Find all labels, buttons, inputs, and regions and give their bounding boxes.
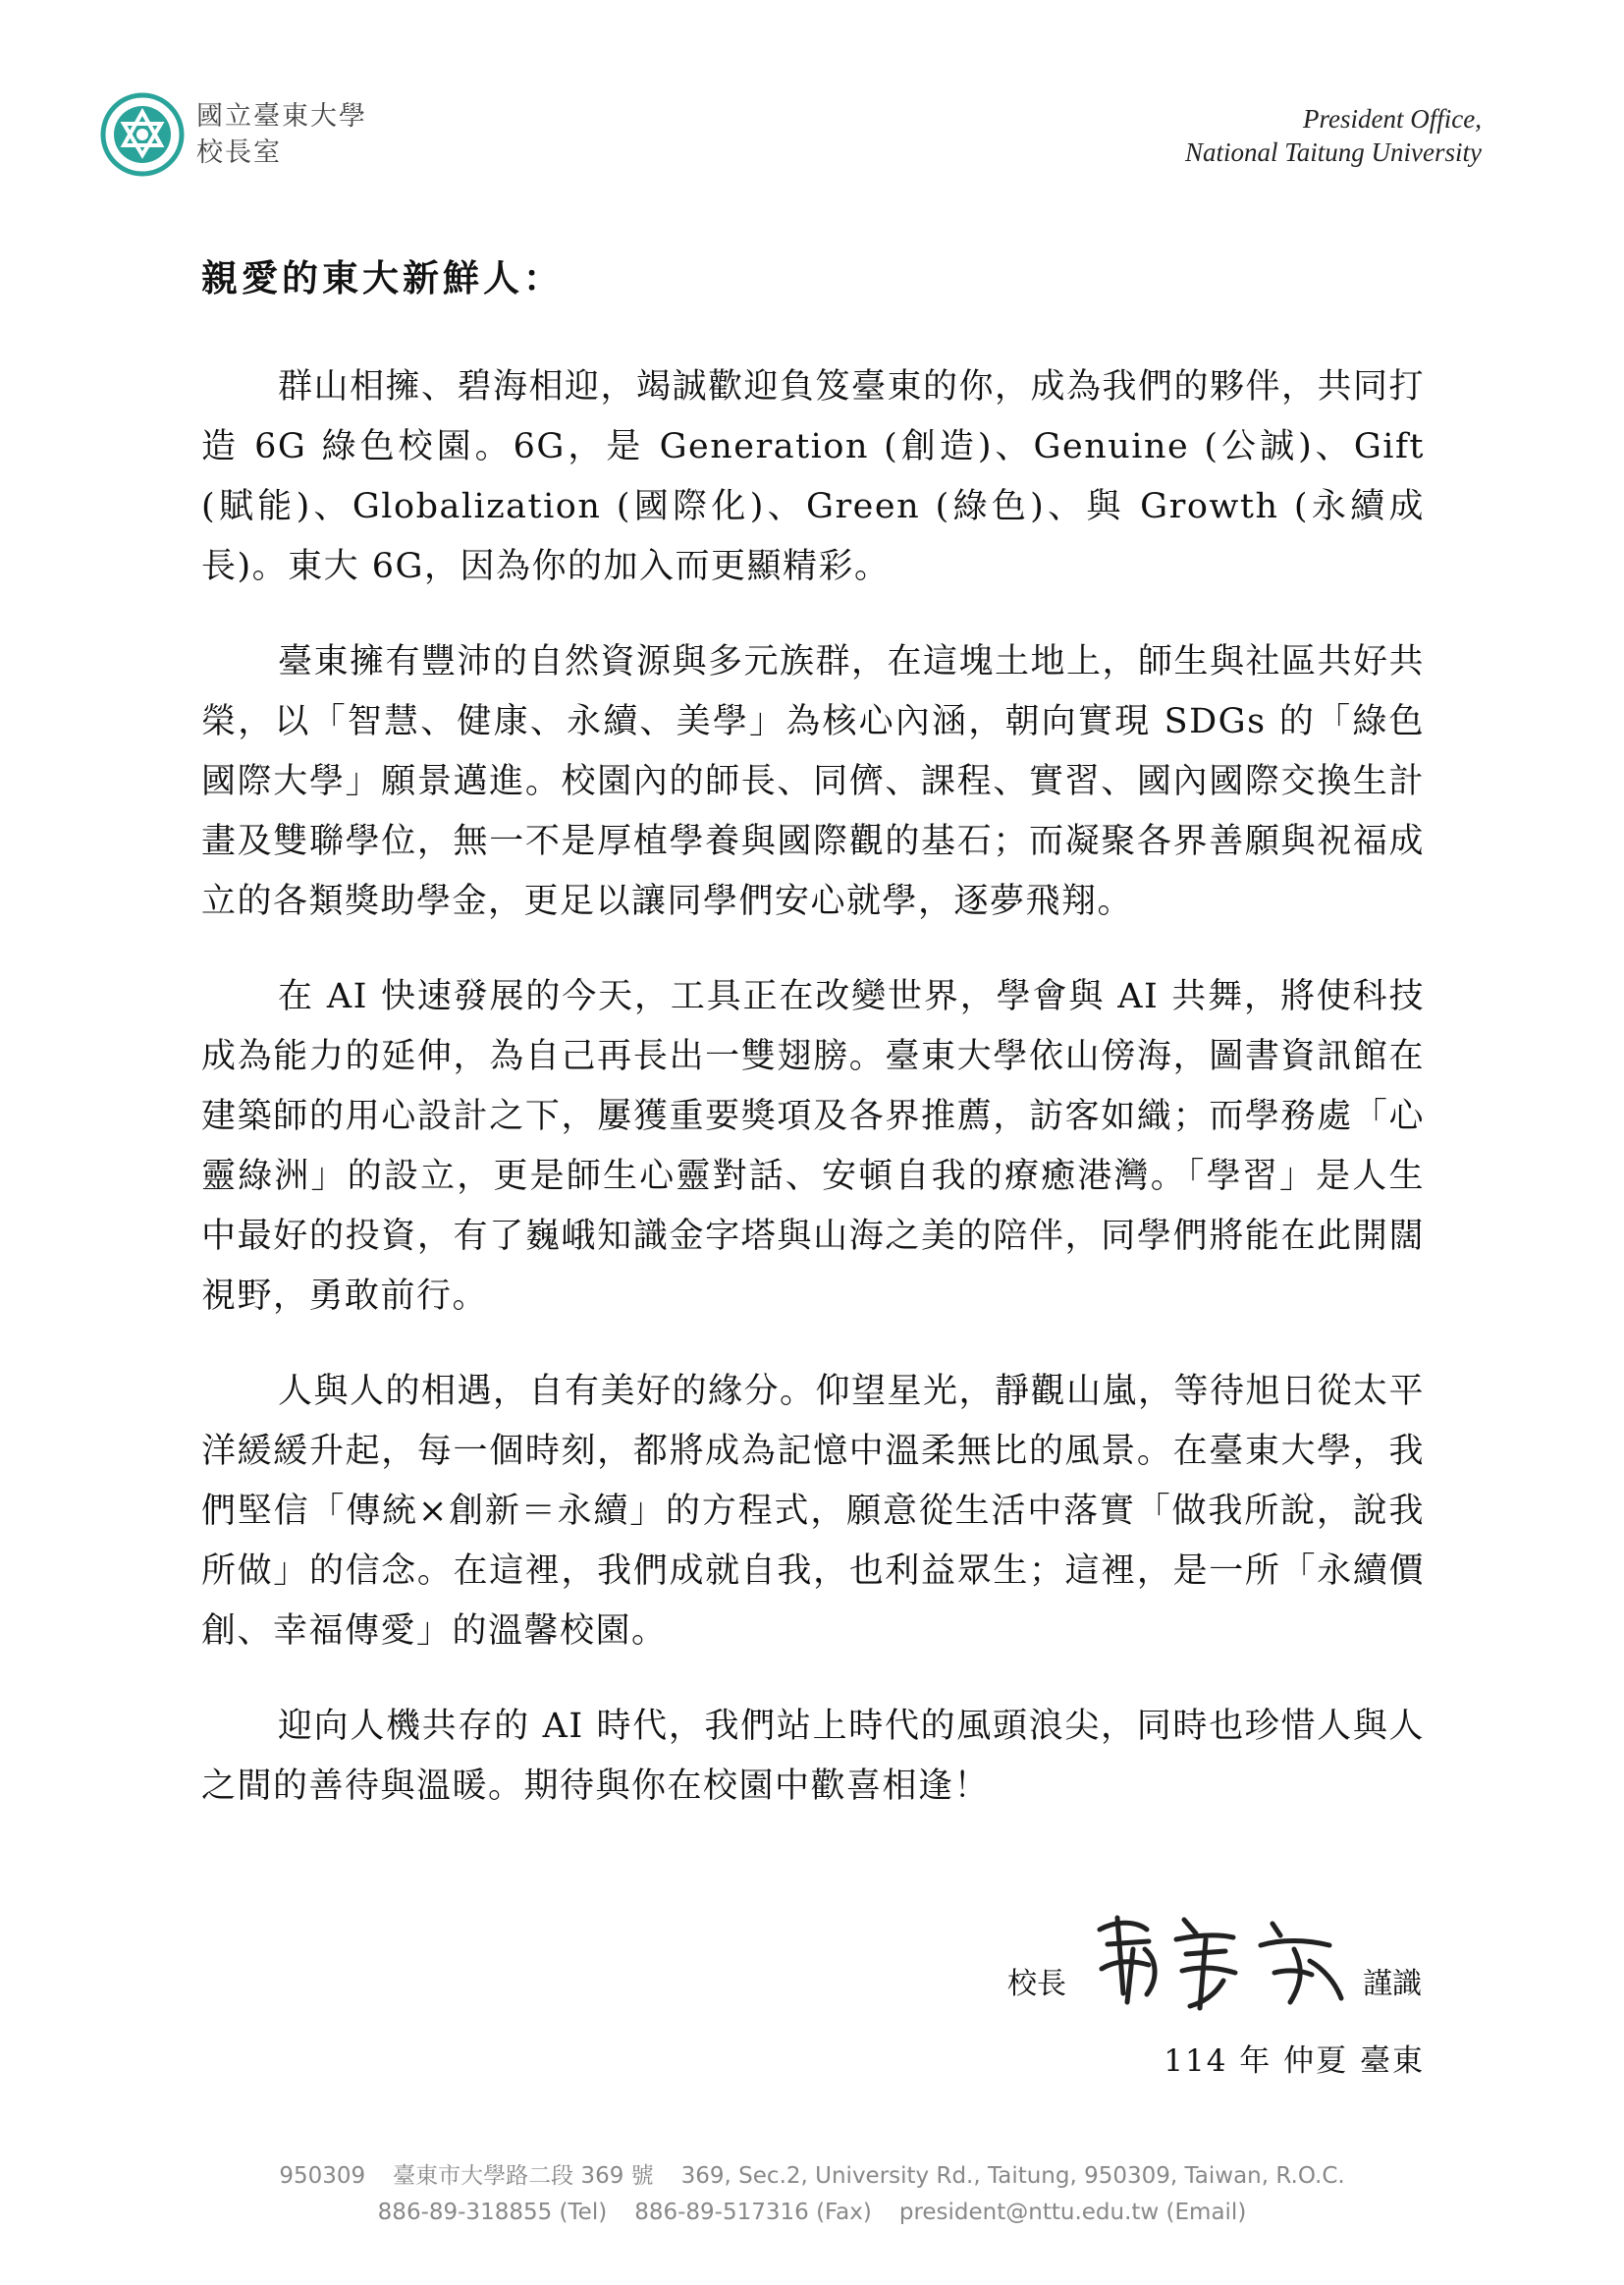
signer-title: 校長 [1007,1967,1066,2001]
footer-tel: 886-89-318855 (Tel) [377,2200,608,2225]
office-en-line2: National Taitung University [1184,137,1482,167]
footer-postal: 950309 [279,2163,366,2189]
university-seal-icon [100,92,185,177]
handwritten-signature [1088,1900,1353,2018]
footer-address [0,2157,1624,2190]
footer-fax: 886-89-517316 (Fax) [634,2200,872,2225]
org-name [196,98,367,171]
office-en-line1: President Office, [1303,104,1482,134]
footer-address-zh: 臺東市大學路二段 369 號 [393,2163,654,2189]
org-name-line1: 國立臺東大學 [196,101,367,132]
footer-email: president@nttu.edu.tw (Email) [898,2200,1247,2225]
paragraph-2: 臺東擁有豐沛的自然資源與多元族群，在這塊土地上，師生與社區共好共榮，以「智慧、健康、永續、美學」為核心內涵，朝向實現 SDGs 的「綠色國際大學」願景邁進。校園內的師長、同儕、課程、實習、國內國際交換生計畫及雙聯學位，無一不是厚植學養與國際觀的基石；而凝聚各界善願與祝福成立的各類獎助學金，更足以讓同學們安心就學，逐夢飛翔。 [201,642,1426,921]
paragraph-3: 在 AI 快速發展的今天，工具正在改變世界，學會與 AI 共舞，將使科技成為能力的延伸，為自己再長出一雙翅膀。臺東大學依山傍海，圖書資訊館在建築師的用心設計之下，屢獲重要獎項及各界推薦，訪客如織；而學務處「心靈綠洲」的設立，更是師生心靈對話、安頓自我的療癒港灣。「學習」是人生中最好的投資，有了巍峨知識金字塔與山海之美的陪伴，同學們將能在此開闊視野，勇敢前行。 [201,977,1425,1316]
office-name-en [1185,102,1482,169]
footer-address-en: 369, Sec.2, University Rd., Taitung, 950309, Taiwan, R.O.C. [680,2163,1345,2189]
paragraph-1: 群山相擁、碧海相迎，竭誠歡迎負笈臺東的你，成為我們的夥伴，共同打造 6G 綠色校園。6G，是 Generation (創造)、Genuine (公誠)、Gift (賦能)、Globalization (國際化)、Green (綠色)、與 Growth (永續成長)。東大 6G，因為你的加入而更顯精彩。 [201,367,1426,586]
salutation: 親愛的東大新鮮人： [201,256,564,299]
footer-contact [0,2200,1624,2225]
paragraph-5: 迎向人機共存的 AI 時代，我們站上時代的風頭浪尖，同時也珍惜人與人之間的善待與溫暖。期待與你在校園中歡喜相逢！ [201,1707,1425,1806]
letter-date: 114 年 仲夏 臺東 [1164,2043,1425,2079]
signature-block [1001,1900,1434,2028]
paragraph-4: 人與人的相遇，自有美好的緣分。仰望星光，靜觀山嵐，等待旭日從太平洋緩緩升起，每一個時刻，都將成為記憶中溫柔無比的風景。在臺東大學，我們堅信「傳統×創新＝永續」的方程式，願意從生活中落實「做我所說，說我所做」的信念。在這裡，我們成就自我，也利益眾生；這裡，是一所「永續價創、幸福傳愛」的溫馨校園。 [201,1372,1426,1651]
org-name-line2: 校長室 [196,137,282,168]
signer-closing: 謹識 [1363,1967,1422,2001]
letter-body [201,357,1425,1852]
